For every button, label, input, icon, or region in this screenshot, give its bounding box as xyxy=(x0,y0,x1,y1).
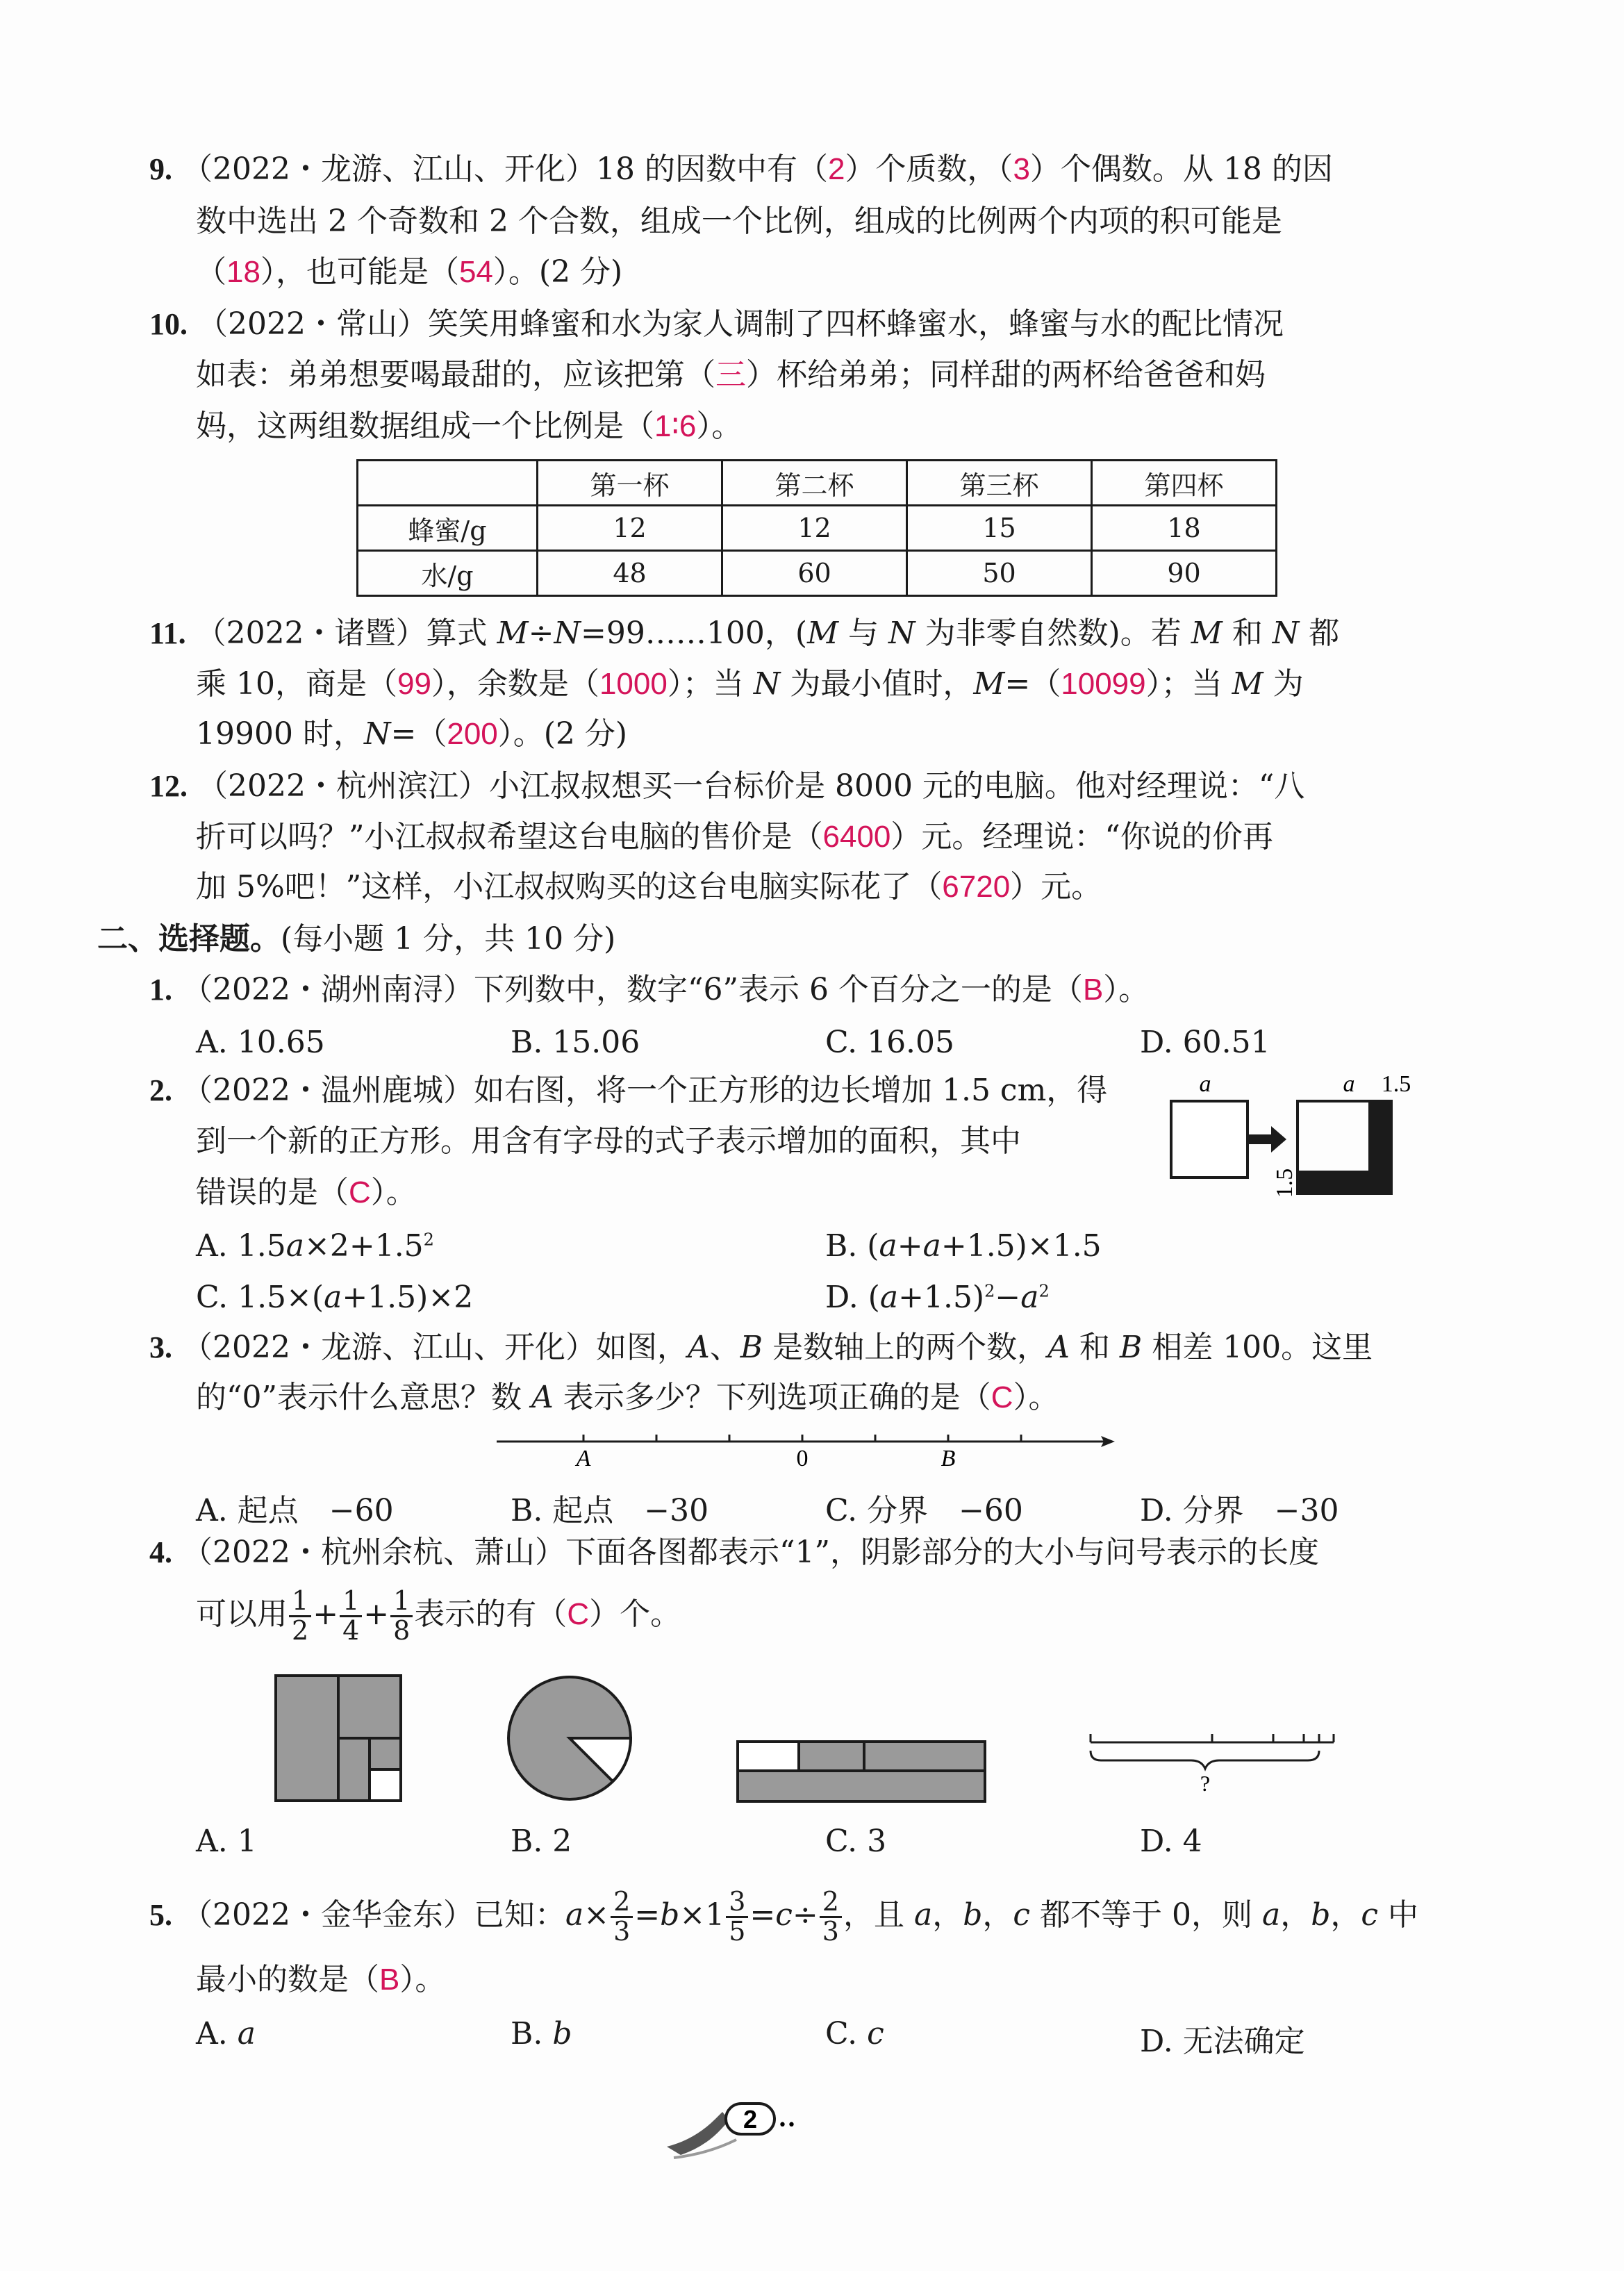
c4-text: ）个。 xyxy=(589,1596,681,1632)
c2-exp: 2 xyxy=(1038,1281,1050,1301)
q10-number: 10. xyxy=(149,307,188,341)
c5-var: b xyxy=(552,2016,572,2051)
c5-var: c xyxy=(775,1897,793,1933)
c4-option-b: B. 2 xyxy=(511,1824,572,1859)
c4-text: 表示的有（ xyxy=(414,1596,567,1632)
fraction-quarter: $\frac{1}{4}$ xyxy=(340,1587,362,1645)
q12-line3 xyxy=(196,869,1102,905)
c3-text: 、 xyxy=(709,1330,740,1365)
q9-text: ）个偶数。从 18 的因 xyxy=(1029,151,1333,187)
c2-option-a xyxy=(196,1228,434,1264)
c2-text: ）。 xyxy=(370,1175,417,1210)
c4-text: 可以用 xyxy=(196,1596,288,1632)
c5-var: b xyxy=(660,1897,680,1933)
table-cell: 18 xyxy=(1092,506,1277,551)
c1-text: （2022・湖州南浔）下列数中，数字“6”表示 6 个百分之一的是（ xyxy=(182,972,1083,1007)
c1-answer: B xyxy=(1082,973,1104,1007)
c2-text: +1.5)×1.5 xyxy=(941,1228,1102,1264)
c4-number: 4. xyxy=(149,1535,172,1569)
table-cell: 50 xyxy=(907,551,1092,596)
c5-text: 最小的数是（ xyxy=(196,1962,379,1997)
q11-line2 xyxy=(196,666,1304,702)
table-cell: 60 xyxy=(722,551,907,596)
c3-var: B xyxy=(1119,1330,1143,1365)
q11-text: 与 xyxy=(838,616,889,651)
q10-text: ）。 xyxy=(696,408,743,444)
fraction-two-thirds: $\frac{2}{3}$ xyxy=(820,1888,842,1946)
table-cell: 蜂蜜/g xyxy=(358,506,538,551)
c2-text: D. ( xyxy=(825,1280,880,1315)
q10-answer-2: 1∶6 xyxy=(654,409,697,443)
q12-text: 加 5%吧！”这样，小江叔叔购买的这台电脑实际花了（ xyxy=(196,869,943,905)
q12-line2 xyxy=(196,819,1273,854)
c5-text: （2022・金华金东）已知： xyxy=(182,1897,565,1933)
q11-var: N xyxy=(554,616,581,651)
q10-text: ）杯给弟弟；同样甜的两杯给爸爸和妈 xyxy=(746,357,1266,393)
section-title: 二、选择题。 xyxy=(97,921,281,957)
q11-text: =99……100，( xyxy=(580,616,807,651)
c2-var: a xyxy=(879,1228,897,1264)
q11-answer-3: 10099 xyxy=(1061,667,1146,701)
table-cell: 48 xyxy=(538,551,722,596)
c5-text: ， xyxy=(1330,1897,1361,1933)
c5-text: × xyxy=(679,1897,706,1933)
c2-exp: 2 xyxy=(984,1281,995,1301)
q9-text: ）个质数，（ xyxy=(845,151,1013,187)
table-cell: 第一杯 xyxy=(538,461,722,506)
q10-line1 xyxy=(149,306,1284,342)
fig-label-a-big: a xyxy=(1343,1071,1355,1097)
q9-text: （ xyxy=(196,254,226,290)
c5-text: ， xyxy=(1280,1897,1311,1933)
c2-option-c xyxy=(196,1280,473,1315)
q11-var: N xyxy=(753,666,781,702)
c3-answer: C xyxy=(991,1380,1013,1414)
q11-line3 xyxy=(196,716,628,752)
question-mark: ? xyxy=(1200,1771,1211,1796)
c4-line1 xyxy=(149,1537,1319,1568)
section-note: (每小题 1 分，共 10 分) xyxy=(281,921,616,957)
c2-text: 错误的是（ xyxy=(196,1175,349,1210)
c5-text: ÷ xyxy=(792,1897,818,1933)
c3-text: 相差 100。这里 xyxy=(1142,1330,1373,1365)
c4-option-d: D. 4 xyxy=(1140,1824,1202,1859)
q11-text: 为非零自然数)。若 xyxy=(915,616,1191,651)
c1-text: ）。 xyxy=(1103,972,1150,1007)
q11-answer-2: 1000 xyxy=(599,667,668,701)
c3-option-a: A. 起点 −60 xyxy=(196,1493,394,1528)
fraction-two-thirds: $\frac{2}{3}$ xyxy=(611,1888,633,1946)
q10-answer-1: 三 xyxy=(715,358,746,392)
arrow-icon xyxy=(1249,1126,1286,1153)
q12-answer-1: 6400 xyxy=(822,820,891,854)
q11-text: 19900 时， xyxy=(196,716,364,752)
c4-text: + xyxy=(363,1596,390,1632)
q11-var: N xyxy=(1272,616,1300,651)
c3-number: 3. xyxy=(149,1330,172,1364)
c2-var: a xyxy=(324,1280,342,1315)
q11-text: ÷ xyxy=(528,616,554,651)
q9-text: （2022・龙游、江山、开化）18 的因数中有（ xyxy=(182,151,828,187)
c2-line3 xyxy=(196,1175,417,1210)
q11-text: 为最小值时， xyxy=(780,666,974,702)
axis-label-a: A xyxy=(576,1446,591,1471)
c5-text: ， xyxy=(932,1897,963,1933)
c3-option-d: D. 分界 −30 xyxy=(1140,1493,1339,1528)
q12-text: （2022・杭州滨江）小江叔叔想买一台标价是 8000 元的电脑。他对经理说：“八 xyxy=(197,768,1305,804)
c1-number: 1. xyxy=(149,973,172,1007)
fraction-three-fifths: $\frac{3}{5}$ xyxy=(726,1888,748,1946)
q11-text: ），余数是（ xyxy=(431,666,599,702)
c1-line1 xyxy=(149,972,1150,1007)
c3-option-c: C. 分界 −60 xyxy=(825,1493,1023,1528)
q11-text: 乘 10，商是（ xyxy=(196,666,397,702)
c2-var: a xyxy=(922,1228,941,1264)
c2-text: +1.5) xyxy=(898,1280,985,1315)
page-number: 2 xyxy=(743,2105,758,2133)
c1-option-c: C. 16.05 xyxy=(825,1025,955,1060)
c5-text: ）。 xyxy=(399,1962,446,1997)
c3-line1 xyxy=(149,1332,1373,1363)
c5-var: b xyxy=(963,1897,983,1933)
q11-var: N xyxy=(363,716,391,752)
c3-text: 和 xyxy=(1069,1330,1120,1365)
fig-label-1-5-side: 1.5 xyxy=(1272,1168,1298,1198)
runner-logo-icon xyxy=(667,2112,729,2155)
c5-text: = xyxy=(634,1897,661,1933)
table-cell: 12 xyxy=(538,506,722,551)
c3-text: ）。 xyxy=(1013,1380,1059,1415)
c2-text: +1.5)×2 xyxy=(342,1280,474,1315)
q9-answer-2: 3 xyxy=(1013,152,1030,186)
c2-line1 xyxy=(149,1075,1107,1106)
figure-b-circle xyxy=(506,1674,638,1806)
c2-answer: C xyxy=(349,1175,371,1209)
c4-text: （2022・杭州余杭、萧山）下面各图都表示“1”，阴影部分的大小与问号表示的长度 xyxy=(182,1535,1319,1570)
c5-var: c xyxy=(1361,1897,1379,1933)
c1-option-a: A. 10.65 xyxy=(196,1025,325,1060)
c5-line1 xyxy=(149,1888,1418,1946)
c2-option-b xyxy=(825,1228,1102,1264)
c4-text: + xyxy=(313,1596,339,1632)
c4-option-a: A. 1 xyxy=(196,1824,257,1859)
q11-answer-1: 99 xyxy=(397,667,431,701)
c5-option-a xyxy=(196,2016,256,2051)
q12-line1 xyxy=(149,768,1305,804)
table-cell: 90 xyxy=(1092,551,1277,596)
c5-text: 1 xyxy=(705,1897,725,1933)
q10-line3 xyxy=(196,408,743,444)
added-area xyxy=(1298,1101,1391,1194)
c2-text: + xyxy=(897,1228,923,1264)
q9-text: ）。(2 分) xyxy=(492,254,623,290)
fraction-eighth: $\frac{1}{8}$ xyxy=(390,1587,413,1645)
figure-a-square xyxy=(274,1674,406,1806)
q11-var: M xyxy=(973,666,1005,702)
table-cell: 水/g xyxy=(358,551,538,596)
c1-option-b: B. 15.06 xyxy=(511,1025,640,1060)
c5-text: ，且 xyxy=(843,1897,914,1933)
q10-text: 如表：弟弟想要喝最甜的，应该把第（ xyxy=(196,357,715,393)
c5-text: = xyxy=(749,1897,776,1933)
q11-text: （2022・诸暨）算式 xyxy=(195,616,497,651)
q11-var: M xyxy=(1191,616,1223,651)
axis-label-zero: 0 xyxy=(796,1446,809,1471)
c5-var: b xyxy=(1311,1897,1331,1933)
q11-text: ）；当 xyxy=(667,666,754,702)
c5-option-c xyxy=(825,2016,884,2051)
c5-var: a xyxy=(913,1897,933,1933)
q11-var: M xyxy=(1232,666,1263,702)
table-cell: 第二杯 xyxy=(722,461,907,506)
c5-text: B. xyxy=(511,2016,553,2051)
c5-number: 5. xyxy=(149,1897,172,1932)
c3-text: 的“0”表示什么意思？数 xyxy=(196,1380,531,1415)
c3-var: A xyxy=(1047,1330,1070,1365)
figure-c-bars xyxy=(736,1740,993,1806)
fig-label-1-5-top: 1.5 xyxy=(1381,1071,1411,1097)
c5-var: a xyxy=(1262,1897,1281,1933)
c5-var: c xyxy=(867,2016,884,2051)
table-row xyxy=(358,506,1277,551)
c5-text: C. xyxy=(825,2016,868,2051)
q11-text: 都 xyxy=(1299,616,1340,651)
c2-var: a xyxy=(1020,1280,1039,1315)
c3-var: B xyxy=(740,1330,763,1365)
c2-text: （2022・温州鹿城）如右图，将一个正方形的边长增加 1.5 cm，得 xyxy=(182,1073,1108,1108)
c5-answer: B xyxy=(379,1963,400,1997)
c5-text: × xyxy=(583,1897,610,1933)
c2-option-d xyxy=(825,1280,1050,1315)
q11-var: N xyxy=(888,616,915,651)
fraction-half: $\frac{1}{2}$ xyxy=(289,1587,311,1645)
c3-text: 表示多少？下列选项正确的是（ xyxy=(553,1380,991,1415)
c5-text: 中 xyxy=(1378,1897,1419,1933)
c2-var: a xyxy=(285,1228,304,1264)
q9-answer-4: 54 xyxy=(458,255,493,289)
c2-text: − xyxy=(995,1280,1021,1315)
table-cell xyxy=(358,461,538,506)
c5-var: a xyxy=(565,1897,584,1933)
c2-text: A. 1.5 xyxy=(196,1228,286,1264)
table-row xyxy=(358,551,1277,596)
page-dots: •• xyxy=(778,2117,796,2134)
c5-option-b xyxy=(511,2016,572,2051)
q9-line3 xyxy=(196,254,623,290)
c2-number: 2. xyxy=(149,1073,172,1107)
section-heading xyxy=(97,921,616,957)
number-line-figure xyxy=(493,1424,1118,1473)
c2-text: C. 1.5×( xyxy=(196,1280,324,1315)
c2-line2: 到一个新的正方形。用含有字母的式子表示增加的面积，其中 xyxy=(196,1123,1021,1159)
q12-answer-2: 6720 xyxy=(942,870,1011,904)
honey-water-table xyxy=(356,459,1277,597)
c4-option-c: C. 3 xyxy=(825,1824,887,1859)
q12-text: ）元。经理说：“你说的价再 xyxy=(890,819,1273,854)
page-footer xyxy=(653,2091,861,2167)
q11-var: M xyxy=(807,616,839,651)
q11-var: M xyxy=(497,616,529,651)
small-square xyxy=(1171,1101,1248,1178)
table-cell: 12 xyxy=(722,506,907,551)
table-cell: 第四杯 xyxy=(1092,461,1277,506)
q9-line2: 数中选出 2 个奇数和 2 个合数，组成一个比例，组成的比例两个内项的积可能是 xyxy=(196,204,1282,239)
square-growth-figure xyxy=(1160,1066,1438,1209)
c3-option-b: B. 起点 −30 xyxy=(511,1493,709,1528)
q11-text: ）；当 xyxy=(1145,666,1232,702)
c3-line2 xyxy=(196,1382,1059,1413)
c5-var: c xyxy=(1013,1897,1031,1933)
c4-line2 xyxy=(196,1587,681,1645)
axis-label-b: B xyxy=(941,1446,956,1471)
table-cell: 15 xyxy=(907,506,1092,551)
table-cell: 第三杯 xyxy=(907,461,1092,506)
fig-label-a-small: a xyxy=(1199,1071,1211,1097)
table-header-row xyxy=(358,461,1277,506)
q9-number: 9. xyxy=(149,152,172,186)
figure-d-line xyxy=(1087,1721,1344,1805)
q11-text: ）。(2 分) xyxy=(497,716,628,752)
q11-number: 11. xyxy=(149,616,186,650)
q9-answer-3: 18 xyxy=(226,255,260,289)
c5-text: A. xyxy=(196,2016,238,2051)
q10-line2 xyxy=(196,357,1266,393)
c3-text: 是数轴上的两个数， xyxy=(763,1330,1048,1365)
c2-text: B. ( xyxy=(825,1228,879,1264)
q11-text: 为 xyxy=(1263,666,1304,702)
c5-text: 都不等于 0，则 xyxy=(1030,1897,1262,1933)
q12-text: 折可以吗？”小江叔叔希望这台电脑的售价是（ xyxy=(196,819,823,854)
q11-line1 xyxy=(149,618,1339,649)
q11-text: =（ xyxy=(390,716,447,752)
c2-exp: 2 xyxy=(423,1230,434,1250)
q12-text: ）元。 xyxy=(1010,869,1102,905)
q12-number: 12. xyxy=(149,769,188,803)
c3-text: （2022・龙游、江山、开化）如图， xyxy=(182,1330,688,1365)
c1-option-d: D. 60.51 xyxy=(1140,1025,1270,1060)
q9-answer-1: 2 xyxy=(827,152,845,186)
q11-answer-4: 200 xyxy=(447,717,498,751)
c3-var: A xyxy=(531,1380,554,1415)
c4-answer: C xyxy=(567,1596,590,1631)
c3-var: A xyxy=(687,1330,710,1365)
q11-text: 和 xyxy=(1222,616,1273,651)
q10-text: （2022・常山）笑笑用蜂蜜和水为家人调制了四杯蜂蜜水，蜂蜜与水的配比情况 xyxy=(197,306,1284,342)
q9-text: ），也可能是（ xyxy=(260,254,459,290)
c2-var: a xyxy=(879,1280,899,1315)
c5-var: a xyxy=(237,2016,256,2051)
q9-line1 xyxy=(149,151,1333,187)
q11-text: =（ xyxy=(1004,666,1061,702)
c5-option-d: D. 无法确定 xyxy=(1140,2024,1305,2059)
q10-text: 妈，这两组数据组成一个比例是（ xyxy=(196,408,654,444)
c5-line2 xyxy=(196,1962,446,1997)
c2-text: ×2+1.5 xyxy=(304,1228,424,1264)
c5-text: ， xyxy=(982,1897,1013,1933)
